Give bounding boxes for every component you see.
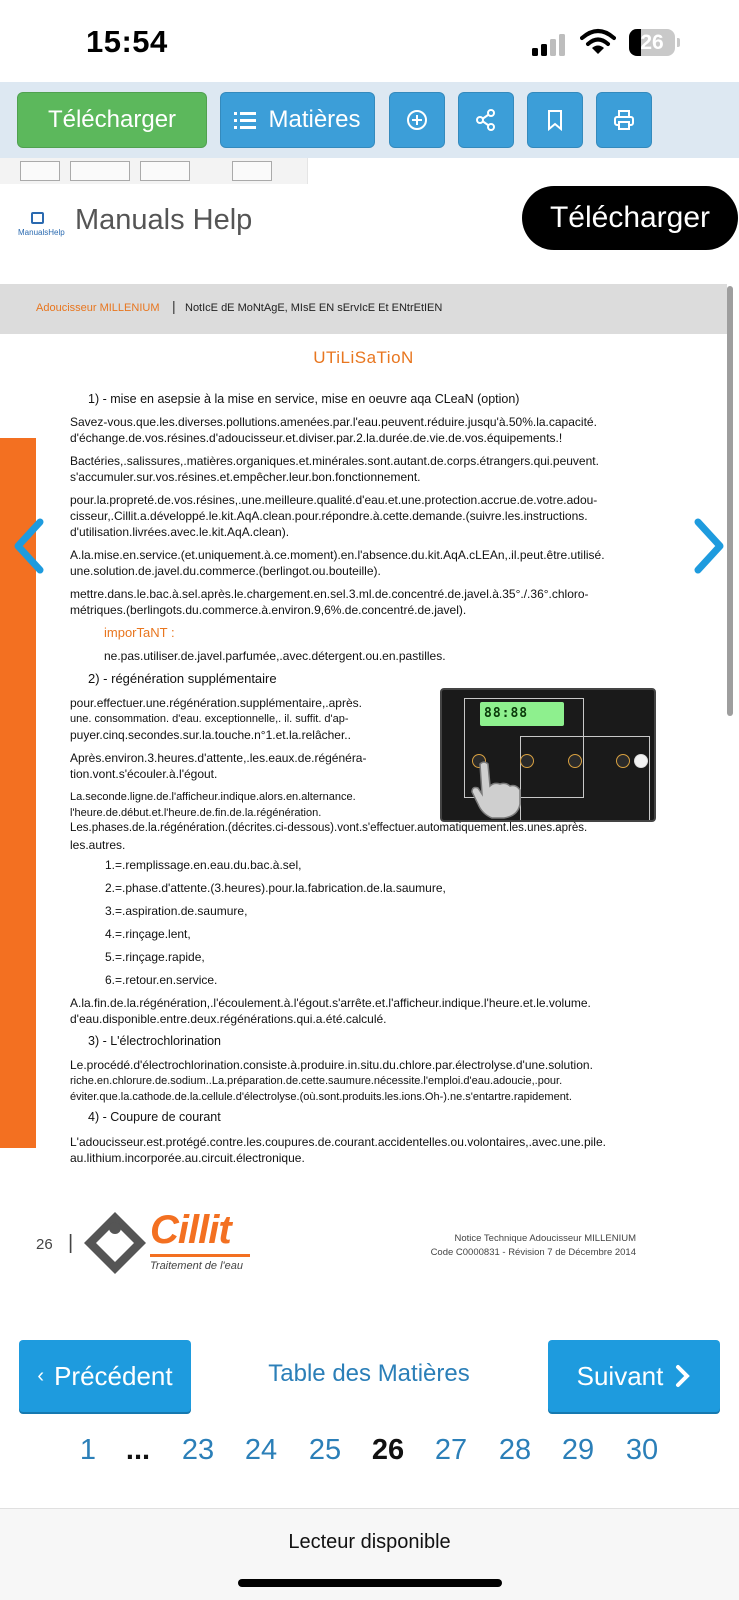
paragraph-line: l'heure.de.début.et.l'heure.de.fin.de.la.régénération. bbox=[70, 807, 322, 819]
panel-button-3 bbox=[568, 754, 582, 768]
share-icon bbox=[475, 109, 497, 131]
previous-page-arrow-icon[interactable] bbox=[10, 516, 46, 576]
paragraph-line: pour.effectuer.une.régénération.supplémentaire,.après. bbox=[70, 696, 362, 710]
paragraph-line: d'échange.de.vos.résines.d'adoucisseur.et.diviser.par.2.la.durée.de.vie.de.vos.équipements.! bbox=[70, 431, 563, 445]
download-button-label: Télécharger bbox=[47, 106, 177, 133]
important-text: ne.pas.utiliser.de.javel.parfumée,.avec.détergent.ou.en.pastilles. bbox=[104, 649, 446, 663]
paragraph-line: puyer.cinq.secondes.sur.la.touche.n°1.et.la.relâcher.. bbox=[70, 728, 351, 742]
document-brand: Adoucisseur MILLENIUM bbox=[36, 302, 160, 314]
page-link[interactable]: 29 bbox=[561, 1434, 595, 1466]
paragraph-line: d'eau.disponible.entre.deux.régénérations.qui.a.été.calculé. bbox=[70, 1012, 387, 1026]
signal-icon bbox=[532, 34, 566, 56]
paragraph-line: Après.environ.3.heures.d'attente,.les.eaux.de.régénéra- bbox=[70, 751, 367, 765]
previous-button-label: Précédent bbox=[54, 1360, 173, 1391]
paragraph-line: pour.la.propreté.de.vos.résines,.une.meilleure.qualité.d'eau.et.une.protection.accrue.de.votre.adou- bbox=[70, 493, 598, 507]
battery-level: 26 bbox=[640, 31, 664, 54]
scrollbar[interactable] bbox=[727, 286, 733, 716]
paragraph-line: Savez-vous.que.les.diverses.pollutions.amenées.par.l'eau.peuvent.réduire.jusqu'à.50%.la.capacité. bbox=[70, 415, 597, 429]
bookmark-button[interactable] bbox=[527, 92, 583, 148]
heading-power-cut: 4) - Coupure de courant bbox=[88, 1110, 221, 1124]
heading-asepsis: 1) - mise en asepsie à la mise en service, mise en oeuvre aqa CLeaN (option) bbox=[88, 392, 520, 406]
paragraph-line: les.autres. bbox=[70, 838, 126, 852]
page-link[interactable]: 23 bbox=[181, 1434, 215, 1466]
battery-icon bbox=[629, 29, 675, 56]
contents-button-label: Matières bbox=[268, 106, 361, 133]
panel-button-4 bbox=[616, 754, 630, 768]
list-item: 3.=.aspiration.de.saumure, bbox=[105, 904, 248, 918]
home-indicator[interactable] bbox=[238, 1579, 502, 1587]
status-time: 15:54 bbox=[86, 24, 168, 59]
pointing-hand-icon bbox=[470, 760, 524, 820]
cillit-logo: Cillit Traitement de l'eau bbox=[82, 1210, 262, 1280]
chevron-left-icon: ‹ bbox=[37, 1364, 45, 1387]
contents-button[interactable] bbox=[220, 92, 375, 148]
site-logo[interactable]: ManualsHelp bbox=[18, 212, 58, 242]
list-item: 4.=.rinçage.lent, bbox=[105, 927, 191, 941]
paragraph-line: Bactéries,.salissures,.matières.organiques.et.minérales.sont.autant.de.corps.étrangers.qui.peuvent. bbox=[70, 454, 599, 468]
paragraph-line: Le.procédé.d'électrochlorination.consiste.à.produire.in.situ.du.chlore.par.électrolyse.d'une.solution. bbox=[70, 1058, 593, 1072]
paragraph-line: A.la.fin.de.la.régénération,.l'écoulement.à.l'égout.s'arrête.et.l'afficheur.indique.l'heure.et.le.volume. bbox=[70, 996, 591, 1010]
paragraph-line: La.seconde.ligne.de.l'afficheur.indique.alors.en.alternance. bbox=[70, 791, 356, 803]
reader-available-button[interactable]: Lecteur disponible bbox=[288, 1531, 451, 1553]
paragraph-line: une.solution.de.javel.du.commerce.(berlingot.ou.bouteille). bbox=[70, 564, 381, 578]
lcd-display: 88:88 bbox=[480, 702, 564, 726]
paragraph-line: éviter.que.la.cathode.de.la.cellule.d'électrolyse.(où.sont.produits.les.ions.Oh-).ne.s'entartre.rapidement. bbox=[70, 1091, 572, 1103]
paragraph-line: tion.vont.s'écouler.à.l'égout. bbox=[70, 767, 218, 781]
page-link[interactable]: 25 bbox=[308, 1434, 342, 1466]
page-link[interactable]: 28 bbox=[498, 1434, 532, 1466]
previous-button[interactable] bbox=[19, 1340, 191, 1412]
document-header-bar bbox=[0, 284, 727, 334]
download-pill-button[interactable]: Télécharger bbox=[522, 186, 738, 250]
document-page-number: 26 bbox=[36, 1236, 53, 1253]
heading-electrochlorination: 3) - L'électrochlorination bbox=[88, 1034, 222, 1048]
download-button[interactable] bbox=[17, 92, 207, 148]
print-button[interactable] bbox=[596, 92, 652, 148]
bookmark-icon bbox=[547, 109, 563, 131]
paragraph-line: riche.en.chlorure.de.sodium..La.préparation.de.cette.saumure.nécessite.l'emploi.d'eau.adoucie,.pour. bbox=[70, 1075, 563, 1087]
panel-indicator bbox=[634, 754, 648, 768]
page-link[interactable]: 1 bbox=[79, 1434, 97, 1466]
document-notice-title: NotIcE dE MoNtAgE, MIsE EN sErvIcE Et ENtrEtIEN bbox=[185, 302, 443, 314]
print-icon bbox=[613, 109, 635, 131]
page-thumbnail-strip[interactable] bbox=[0, 158, 308, 184]
document-page bbox=[0, 270, 739, 1310]
header-separator: | bbox=[172, 298, 176, 314]
page-link[interactable]: 27 bbox=[434, 1434, 468, 1466]
list-item: 2.=.phase.d'attente.(3.heures).pour.la.fabrication.de.la.saumure, bbox=[105, 881, 446, 895]
site-title[interactable]: Manuals Help bbox=[75, 204, 253, 236]
footer-notice: Notice Technique Adoucisseur MILLENIUM Code C0000831 - Révision 7 de Décembre 2014 bbox=[430, 1233, 636, 1258]
paragraph-line: mettre.dans.le.bac.à.sel.après.le.chargement.en.sel.3.ml.de.concentré.de.javel.à.35°./.36°.chloro- bbox=[70, 587, 589, 601]
pagination bbox=[0, 1434, 739, 1474]
table-of-contents-link[interactable]: Table des Matières bbox=[268, 1360, 470, 1387]
paragraph-line: L'adoucisseur.est.protégé.contre.les.coupures.de.courant.accidentelles.ou.volontaires,.avec.une.pile. bbox=[70, 1135, 606, 1149]
paragraph-line: cisseur,.Cillit.a.développé.le.kit.AqA.clean.pour.répondre.à.cette.demande.(suivre.les.instructions. bbox=[70, 509, 588, 523]
status-bar bbox=[0, 0, 739, 82]
paragraph-line: d'utilisation.livrées.avec.le.kit.AqA.clean). bbox=[70, 525, 290, 539]
next-page-arrow-icon[interactable] bbox=[692, 516, 728, 576]
paragraph-line: au.lithium.incorporée.au.circuit.électronique. bbox=[70, 1151, 305, 1165]
page-ellipsis: ... bbox=[125, 1434, 151, 1466]
section-title: UTiLiSaTioN bbox=[313, 348, 414, 367]
browser-bottom-bar bbox=[0, 1508, 739, 1600]
list-item: 6.=.retour.en.service. bbox=[105, 973, 218, 987]
page-link[interactable]: 24 bbox=[244, 1434, 278, 1466]
add-button[interactable] bbox=[389, 92, 445, 148]
toolbar bbox=[0, 82, 739, 158]
next-button[interactable] bbox=[548, 1340, 720, 1412]
chevron-right-icon bbox=[675, 1364, 691, 1388]
plus-circle-icon bbox=[406, 109, 428, 131]
site-header bbox=[0, 184, 739, 270]
important-label: imporTaNT : bbox=[104, 625, 175, 640]
page-link[interactable]: 30 bbox=[625, 1434, 659, 1466]
current-page: 26 bbox=[371, 1434, 405, 1466]
page-number-separator: | bbox=[68, 1232, 74, 1254]
heading-regeneration: 2) - régénération supplémentaire bbox=[88, 671, 277, 686]
list-icon bbox=[234, 110, 256, 130]
paragraph-line: Les.phases.de.la.régénération.(décrites.ci-dessous).vont.s'effectuer.automatiquement.les.unes.après. bbox=[70, 822, 588, 834]
wifi-icon bbox=[580, 28, 616, 56]
share-button[interactable] bbox=[458, 92, 514, 148]
paragraph-line: une. consommation. d'eau. exceptionnelle,. il. suffit. d'ap- bbox=[70, 713, 349, 725]
next-button-label: Suivant bbox=[576, 1360, 664, 1391]
list-item: 1.=.remplissage.en.eau.du.bac.à.sel, bbox=[105, 858, 302, 872]
paragraph-line: A.la.mise.en.service.(et.uniquement.à.ce.moment).en.l'absence.du.kit.AqA.cLEAn,.il.peut.être.utilisé. bbox=[70, 548, 605, 562]
control-panel-illustration bbox=[440, 688, 656, 822]
paragraph-line: métriques.(berlingots.du.commerce.à.environ.9,6%.de.concentré.de.javel). bbox=[70, 603, 467, 617]
paragraph-line: s'accumuler.sur.vos.résines.et.empêcher.leur.bon.fonctionnement. bbox=[70, 470, 421, 484]
list-item: 5.=.rinçage.rapide, bbox=[105, 950, 205, 964]
